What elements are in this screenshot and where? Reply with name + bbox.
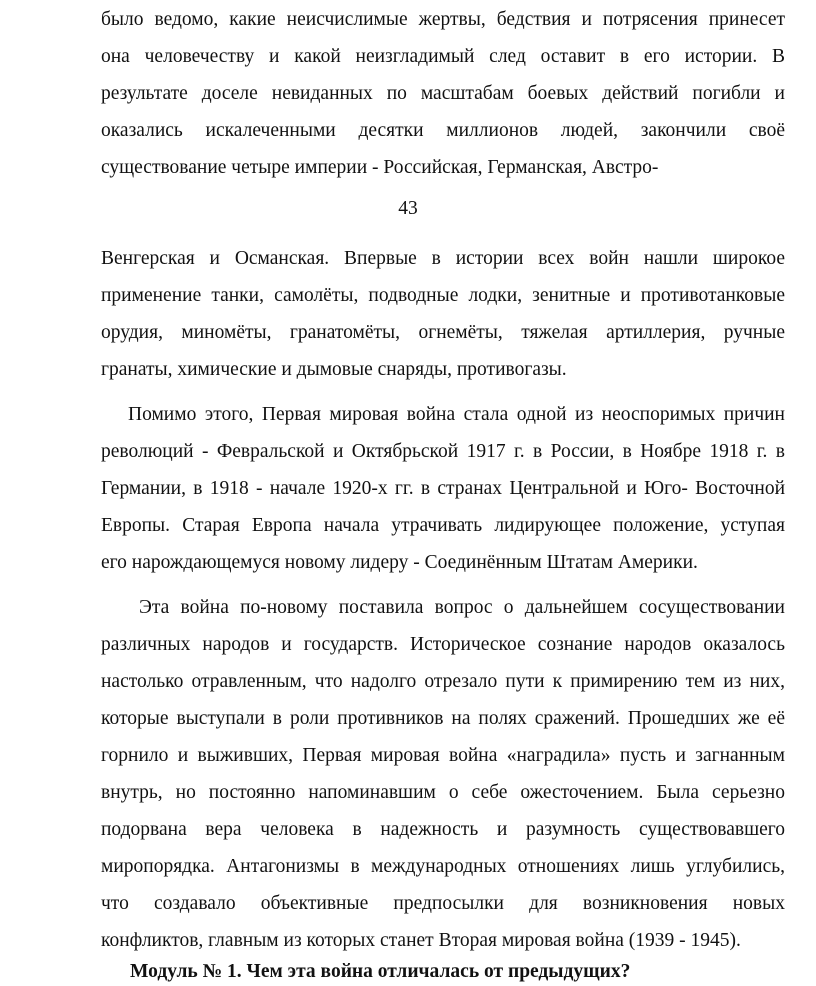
text-line: внутрь, но постоянно напоминавшим о себе ожесточением. Была серьезно	[101, 782, 785, 803]
text-line: горнило и выживших, Первая мировая война «наградила» пусть и загнанным	[101, 745, 785, 766]
text-line: оказались искалеченными десятки миллионов людей, закончили своё	[101, 120, 785, 141]
text-line: Венгерская и Османская. Впервые в истории всех войн нашли широкое	[101, 248, 785, 269]
text-line: его нарождающемуся новому лидеру - Соединённым Штатам Америки.	[101, 552, 698, 573]
text-line: которые выступали в роли противников на полях сражений. Прошедших же её	[101, 708, 785, 729]
module-heading: Модуль № 1. Чем эта война отличалась от предыдущих?	[130, 961, 631, 982]
text-line: что создавало объективные предпосылки для возникновения новых	[101, 893, 785, 914]
text-line: конфликтов, главным из которых станет Вторая мировая война (1939 - 1945).	[101, 930, 741, 951]
text-line: Европы. Старая Европа начала утрачивать лидирующее положение, уступая	[101, 515, 785, 536]
text-line: было ведомо, какие неисчислимые жертвы, бедствия и потрясения принесет	[101, 9, 785, 30]
text-line: орудия, миномёты, гранатомёты, огнемёты, тяжелая артиллерия, ручные	[101, 322, 785, 343]
text-line: применение танки, самолёты, подводные лодки, зенитные и противотанковые	[101, 285, 785, 306]
text-line: Помимо этого, Первая мировая война стала одной из неоспоримых причин	[128, 404, 785, 425]
text-line: гранаты, химические и дымовые снаряды, противогазы.	[101, 359, 567, 380]
text-line: революций - Февральской и Октябрьской 1917 г. в России, в Ноябре 1918 г. в	[101, 441, 785, 462]
text-line: Эта война по-новому поставила вопрос о дальнейшем сосуществовании	[139, 597, 785, 618]
text-line: она человечеству и какой неизгладимый след оставит в его истории. В	[101, 46, 785, 67]
text-line: существование четыре империи - Российская, Германская, Австро-	[101, 157, 659, 178]
text-line: настолько отравленным, что надолго отрезало пути к примирению тем из них,	[101, 671, 785, 692]
text-line: подорвана вера человека в надежность и разумность существовавшего	[101, 819, 785, 840]
text-line: результате доселе невиданных по масштабам боевых действий погибли и	[101, 83, 785, 104]
text-line: различных народов и государств. Историческое сознание народов оказалось	[101, 634, 785, 655]
page-number: 43	[398, 198, 418, 219]
text-line: Германии, в 1918 - начале 1920-х гг. в странах Центральной и Юго- Восточной	[101, 478, 785, 499]
text-line: миропорядка. Антагонизмы в международных отношениях лишь углубились,	[101, 856, 785, 877]
